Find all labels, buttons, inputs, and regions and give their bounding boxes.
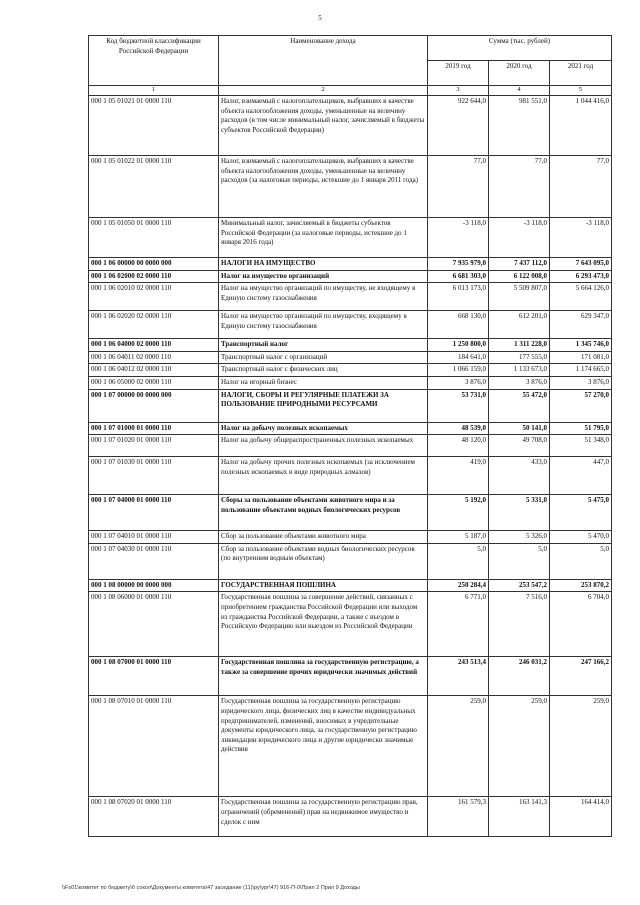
- row-code: 000 1 07 01030 01 0000 110: [89, 457, 219, 495]
- row-code: 000 1 06 04000 02 0000 110: [89, 339, 219, 352]
- row-code: 000 1 08 06000 01 0000 110: [89, 592, 219, 657]
- row-value-2019: 184 641,0: [428, 351, 489, 364]
- row-code: 000 1 07 01020 01 0000 110: [89, 435, 219, 457]
- revenue-table: [88, 35, 612, 837]
- row-value-2021: 253 870,2: [550, 579, 612, 592]
- row-name: Налог на имущество организаций по имуществу, не входящему в Единую систему газоснабжения: [219, 283, 428, 311]
- row-code: 000 1 05 01022 01 0000 110: [89, 156, 219, 218]
- header-name: Наименование дохода: [219, 36, 428, 86]
- row-code: 000 1 05 01050 01 0000 110: [89, 218, 219, 258]
- row-value-2020: 5 509 807,0: [489, 283, 550, 311]
- table-row: [89, 364, 612, 377]
- row-value-2021: 629 347,0: [550, 311, 612, 339]
- header-code: Код бюджетной классификации Российской Федерации: [89, 36, 219, 86]
- row-value-2020: 253 547,2: [489, 579, 550, 592]
- row-value-2019: 53 731,0: [428, 389, 489, 422]
- row-value-2019: 419,0: [428, 457, 489, 495]
- row-value-2021: 447,0: [550, 457, 612, 495]
- row-value-2020: 1 133 673,0: [489, 364, 550, 377]
- row-value-2021: 77,0: [550, 156, 612, 218]
- table-row: [89, 376, 612, 389]
- row-code: 000 1 08 00000 00 0000 000: [89, 579, 219, 592]
- row-value-2020: 49 708,0: [489, 435, 550, 457]
- table-row: [89, 797, 612, 837]
- row-name: Налог на добычу общераспространенных полезных ископаемых: [219, 435, 428, 457]
- row-value-2021: 6 293 473,0: [550, 270, 612, 283]
- page-number: 5: [318, 14, 322, 22]
- row-value-2019: 77,0: [428, 156, 489, 218]
- row-value-2020: 77,0: [489, 156, 550, 218]
- row-value-2021: 5 470,0: [550, 531, 612, 544]
- row-value-2019: 243 513,4: [428, 657, 489, 696]
- row-value-2019: 3 876,0: [428, 376, 489, 389]
- row-value-2020: 5 331,0: [489, 495, 550, 531]
- row-value-2019: 6 771,0: [428, 592, 489, 657]
- row-name: Налог на имущество организаций: [219, 270, 428, 283]
- row-name: Налог, взимаемый с налогоплательщиков, выбравших в качестве объекта налогообложения доходы, уменьшенные на величину расходов (в том числе минимальный налог, зачисляемый в бюджеты субъектов Российской Федерации): [219, 96, 428, 156]
- table-row: [89, 657, 612, 696]
- row-value-2020: 55 472,0: [489, 389, 550, 422]
- row-value-2021: 51 795,0: [550, 422, 612, 435]
- file-path-footer: \\Fs01\комитет по бюджету\б сокол\Документы комитета\47 заседание (11)\ру\ург\47) 916-П-0\Прил 2 Прил 9 Доходы: [62, 885, 360, 891]
- row-value-2021: 7 643 095,0: [550, 258, 612, 271]
- table-row: [89, 218, 612, 258]
- row-code: 000 1 06 02000 02 0000 110: [89, 270, 219, 283]
- table-row: [89, 351, 612, 364]
- row-name: Налог на игорный бизнес: [219, 376, 428, 389]
- row-value-2020: 6 122 008,0: [489, 270, 550, 283]
- row-code: 000 1 08 07020 01 0000 110: [89, 797, 219, 837]
- row-name: Государственная пошлина за государственную регистрацию юридического лица, физических лиц в качестве индивидуальных предпринимателей, изменений, вносимых в учредительные документы юридического лица, за государственную регистрацию ликвидации юридического лица и другие юридически значимые действия: [219, 696, 428, 797]
- colnum: 5: [550, 86, 612, 96]
- row-value-2020: 246 031,2: [489, 657, 550, 696]
- table-row: [89, 389, 612, 422]
- table-row: [89, 339, 612, 352]
- row-value-2020: 163 141,3: [489, 797, 550, 837]
- row-name: Сбор за пользование объектами водных биологических ресурсов (по внутренним водным объектам): [219, 543, 428, 579]
- row-code: 000 1 06 02010 02 0000 110: [89, 283, 219, 311]
- row-name: Сбор за пользование объектами животного мира: [219, 531, 428, 544]
- row-name: Государственная пошлина за государственную регистрацию прав, ограничений (обременений) прав на недвижимое имущество и сделок с ним: [219, 797, 428, 837]
- header-year-2020: 2020 год: [489, 61, 550, 86]
- row-value-2021: -3 118,0: [550, 218, 612, 258]
- row-value-2021: 1 174 665,0: [550, 364, 612, 377]
- table-row: [89, 283, 612, 311]
- row-name: Налог на добычу прочих полезных ископаемых (за исключением полезных ископаемых в виде природных алмазов): [219, 457, 428, 495]
- row-value-2020: 5,0: [489, 543, 550, 579]
- table-row: [89, 592, 612, 657]
- row-name: Государственная пошлина за совершение действий, связанных с приобретением гражданства Российской Федерации или выходом из гражданства Российской Федерации, а также с въездом в Российскую Федерацию или выездом из Российской Федерации: [219, 592, 428, 657]
- row-name: Сборы за пользование объектами животного мира и за пользование объектами водных биологических ресурсов: [219, 495, 428, 531]
- row-code: 000 1 07 04030 01 0000 110: [89, 543, 219, 579]
- row-value-2019: 7 935 979,0: [428, 258, 489, 271]
- row-value-2019: 922 644,0: [428, 96, 489, 156]
- row-name: Транспортный налог с организаций: [219, 351, 428, 364]
- row-value-2021: 3 876,0: [550, 376, 612, 389]
- row-name: Налог на добычу полезных ископаемых: [219, 422, 428, 435]
- colnum: 4: [489, 86, 550, 96]
- row-value-2020: -3 118,0: [489, 218, 550, 258]
- row-value-2021: 1 345 746,0: [550, 339, 612, 352]
- table-row: [89, 495, 612, 531]
- table-row: [89, 531, 612, 544]
- row-value-2019: -3 118,0: [428, 218, 489, 258]
- row-value-2021: 259,0: [550, 696, 612, 797]
- row-value-2021: 5 475,0: [550, 495, 612, 531]
- table-row: [89, 457, 612, 495]
- row-value-2020: 433,0: [489, 457, 550, 495]
- row-value-2019: 5 187,0: [428, 531, 489, 544]
- row-value-2021: 51 348,0: [550, 435, 612, 457]
- row-value-2019: 259,0: [428, 696, 489, 797]
- row-value-2019: 161 579,3: [428, 797, 489, 837]
- row-value-2020: 5 326,0: [489, 531, 550, 544]
- colnum: 2: [219, 86, 428, 96]
- row-value-2021: 1 044 416,0: [550, 96, 612, 156]
- row-value-2019: 6 681 303,0: [428, 270, 489, 283]
- row-value-2019: 1 250 800,0: [428, 339, 489, 352]
- table-row: [89, 579, 612, 592]
- row-code: 000 1 06 04012 02 0000 110: [89, 364, 219, 377]
- row-name: Транспортный налог с физических лиц: [219, 364, 428, 377]
- row-value-2019: 6 013 173,0: [428, 283, 489, 311]
- row-value-2021: 247 166,2: [550, 657, 612, 696]
- row-code: 000 1 07 04010 01 0000 110: [89, 531, 219, 544]
- row-code: 000 1 08 07000 01 0000 110: [89, 657, 219, 696]
- header-year-2021: 2021 год: [550, 61, 612, 86]
- row-value-2019: 48 120,0: [428, 435, 489, 457]
- row-name: Налог на имущество организаций по имуществу, входящему в Единую систему газоснабжения: [219, 311, 428, 339]
- row-value-2019: 250 284,4: [428, 579, 489, 592]
- row-value-2021: 5,0: [550, 543, 612, 579]
- row-name: Государственная пошлина за государственную регистрацию, а также за совершение прочих юридически значимых действий: [219, 657, 428, 696]
- header-sum: Сумма (тыс. рублей): [428, 36, 612, 61]
- table-row: [89, 258, 612, 271]
- row-value-2019: 1 066 159,0: [428, 364, 489, 377]
- row-value-2020: 50 141,0: [489, 422, 550, 435]
- colnum: 1: [89, 86, 219, 96]
- colnum: 3: [428, 86, 489, 96]
- row-code: 000 1 07 00000 00 0000 000: [89, 389, 219, 422]
- row-value-2020: 3 876,0: [489, 376, 550, 389]
- table-row: [89, 422, 612, 435]
- row-name: ГОСУДАРСТВЕННАЯ ПОШЛИНА: [219, 579, 428, 592]
- row-code: 000 1 05 01021 01 0000 110: [89, 96, 219, 156]
- row-code: 000 1 06 00000 00 0000 000: [89, 258, 219, 271]
- table-row: [89, 96, 612, 156]
- table-row: [89, 696, 612, 797]
- row-code: 000 1 06 05000 02 0000 110: [89, 376, 219, 389]
- row-value-2021: 57 270,0: [550, 389, 612, 422]
- row-value-2020: 1 311 228,0: [489, 339, 550, 352]
- row-value-2019: 48 539,0: [428, 422, 489, 435]
- row-value-2020: 981 551,0: [489, 96, 550, 156]
- row-name: Транспортный налог: [219, 339, 428, 352]
- row-value-2021: 164 414,0: [550, 797, 612, 837]
- row-code: 000 1 07 04000 01 0000 110: [89, 495, 219, 531]
- row-value-2020: 612 201,0: [489, 311, 550, 339]
- row-value-2019: 668 130,0: [428, 311, 489, 339]
- row-value-2020: 7 516,0: [489, 592, 550, 657]
- row-value-2020: 259,0: [489, 696, 550, 797]
- row-value-2019: 5 192,0: [428, 495, 489, 531]
- table-row: [89, 435, 612, 457]
- row-value-2019: 5,0: [428, 543, 489, 579]
- row-value-2020: 177 555,0: [489, 351, 550, 364]
- header-year-2019: 2019 год: [428, 61, 489, 86]
- table-row: [89, 156, 612, 218]
- row-value-2021: 5 664 126,0: [550, 283, 612, 311]
- row-value-2020: 7 437 112,0: [489, 258, 550, 271]
- row-name: Минимальный налог, зачисляемый в бюджеты субъектов Российской Федерации (за налоговые периоды, истекшие до 1 января 2016 года): [219, 218, 428, 258]
- table-row: [89, 270, 612, 283]
- row-code: 000 1 06 04011 02 0000 110: [89, 351, 219, 364]
- table-row: [89, 311, 612, 339]
- row-code: 000 1 06 02020 02 0000 110: [89, 311, 219, 339]
- row-name: Налог, взимаемый с налогоплательщиков, выбравших в качестве объекта налогообложения доходы, уменьшенные на величину расходов (за налоговые периоды, истекшие до 1 января 2011 года): [219, 156, 428, 218]
- row-name: НАЛОГИ, СБОРЫ И РЕГУЛЯРНЫЕ ПЛАТЕЖИ ЗА ПОЛЬЗОВАНИЕ ПРИРОДНЫМИ РЕСУРСАМИ: [219, 389, 428, 422]
- row-value-2021: 171 081,0: [550, 351, 612, 364]
- row-name: НАЛОГИ НА ИМУЩЕСТВО: [219, 258, 428, 271]
- table-row: [89, 543, 612, 579]
- row-code: 000 1 08 07010 01 0000 110: [89, 696, 219, 797]
- row-code: 000 1 07 01000 01 0000 110: [89, 422, 219, 435]
- row-value-2021: 6 704,0: [550, 592, 612, 657]
